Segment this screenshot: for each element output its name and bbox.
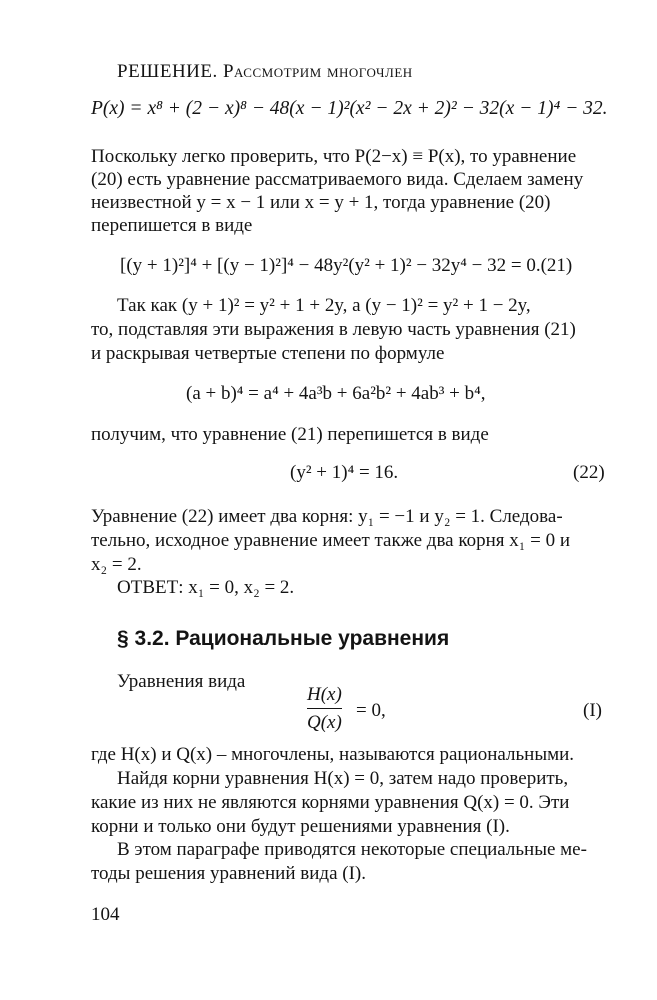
- equation-I-fraction: [307, 683, 342, 735]
- paragraph-4-line-1: Уравнение (22) имеет два корня: y₁ = −1 и y₂ = 1. Следова-: [91, 506, 563, 527]
- fraction-bar: [307, 708, 342, 709]
- paragraph-1-line-2: (20) есть уравнение рассматриваемого вида. Сделаем замену: [91, 169, 584, 190]
- paragraph-4-line-2: тельно, исходное уравнение имеет также два корня x₁ = 0 и: [91, 530, 571, 551]
- paragraph-3: получим, что уравнение (21) перепишется в виде: [91, 424, 489, 445]
- equation-22: (y² + 1)⁴ = 16.: [290, 462, 399, 483]
- paragraph-2-line-1: Так как (y + 1)² = y² + 1 + 2y, а (y − 1)² = y² + 1 − 2y,: [117, 295, 531, 316]
- paragraph-1-line-3: неизвестной y = x − 1 или x = y + 1, тогда уравнение (20): [91, 192, 551, 213]
- answer: ОТВЕТ: x₁ = 0, x₂ = 2.: [117, 577, 295, 598]
- equation-22-number: (22): [573, 462, 605, 483]
- paragraph-6-line-2: какие из них не являются корнями уравнения Q(x) = 0. Эти: [91, 792, 570, 813]
- equation-21: [(y + 1)²]⁴ + [(y − 1)²]⁴ − 48y²(y² + 1)² − 32y⁴ − 32 = 0.(21): [120, 255, 573, 276]
- paragraph-5: где H(x) и Q(x) – многочлены, называются рациональными.: [91, 744, 575, 765]
- section-title: § 3.2. Рациональные уравнения: [117, 627, 450, 650]
- equation-I-intro: Уравнения вида: [117, 671, 246, 692]
- page-number: 104: [91, 904, 120, 925]
- paragraph-6-line-3: корни и только они будут решениями уравнения (I).: [91, 816, 510, 837]
- paragraph-2-line-2: то, подставляя эти выражения в левую часть уравнения (21): [91, 319, 576, 340]
- fraction-numerator: H(x): [307, 684, 342, 705]
- paragraph-1-line-1: Поскольку легко проверить, что P(2−x) ≡ P(x), то уравнение: [91, 146, 577, 167]
- paragraph-2-line-3: и раскрывая четвертые степени по формуле: [91, 343, 445, 364]
- solution-label: РЕШЕНИЕ. Рассмотрим многочлен: [117, 61, 413, 82]
- paragraph-1-line-4: перепишется в виде: [91, 215, 253, 236]
- polynomial-formula: P(x) = x⁸ + (2 − x)⁸ − 48(x − 1)²(x² − 2x + 2)² − 32(x − 1)⁴ − 32.: [91, 98, 608, 119]
- solution-heading: [117, 60, 413, 84]
- paragraph-7-line-2: тоды решения уравнений вида (I).: [91, 863, 366, 884]
- binomial-formula: (a + b)⁴ = a⁴ + 4a³b + 6a²b² + 4ab³ + b⁴,: [186, 383, 486, 404]
- paragraph-6-line-1: Найдя корни уравнения H(x) = 0, затем надо проверить,: [117, 768, 569, 789]
- fraction-denominator: Q(x): [307, 712, 342, 733]
- paragraph-7-line-1: В этом параграфе приводятся некоторые специальные ме-: [117, 839, 587, 860]
- equation-I-label: (I): [583, 700, 602, 721]
- paragraph-4-line-3: x₂ = 2.: [91, 554, 142, 575]
- equation-I-rhs: = 0,: [356, 700, 386, 721]
